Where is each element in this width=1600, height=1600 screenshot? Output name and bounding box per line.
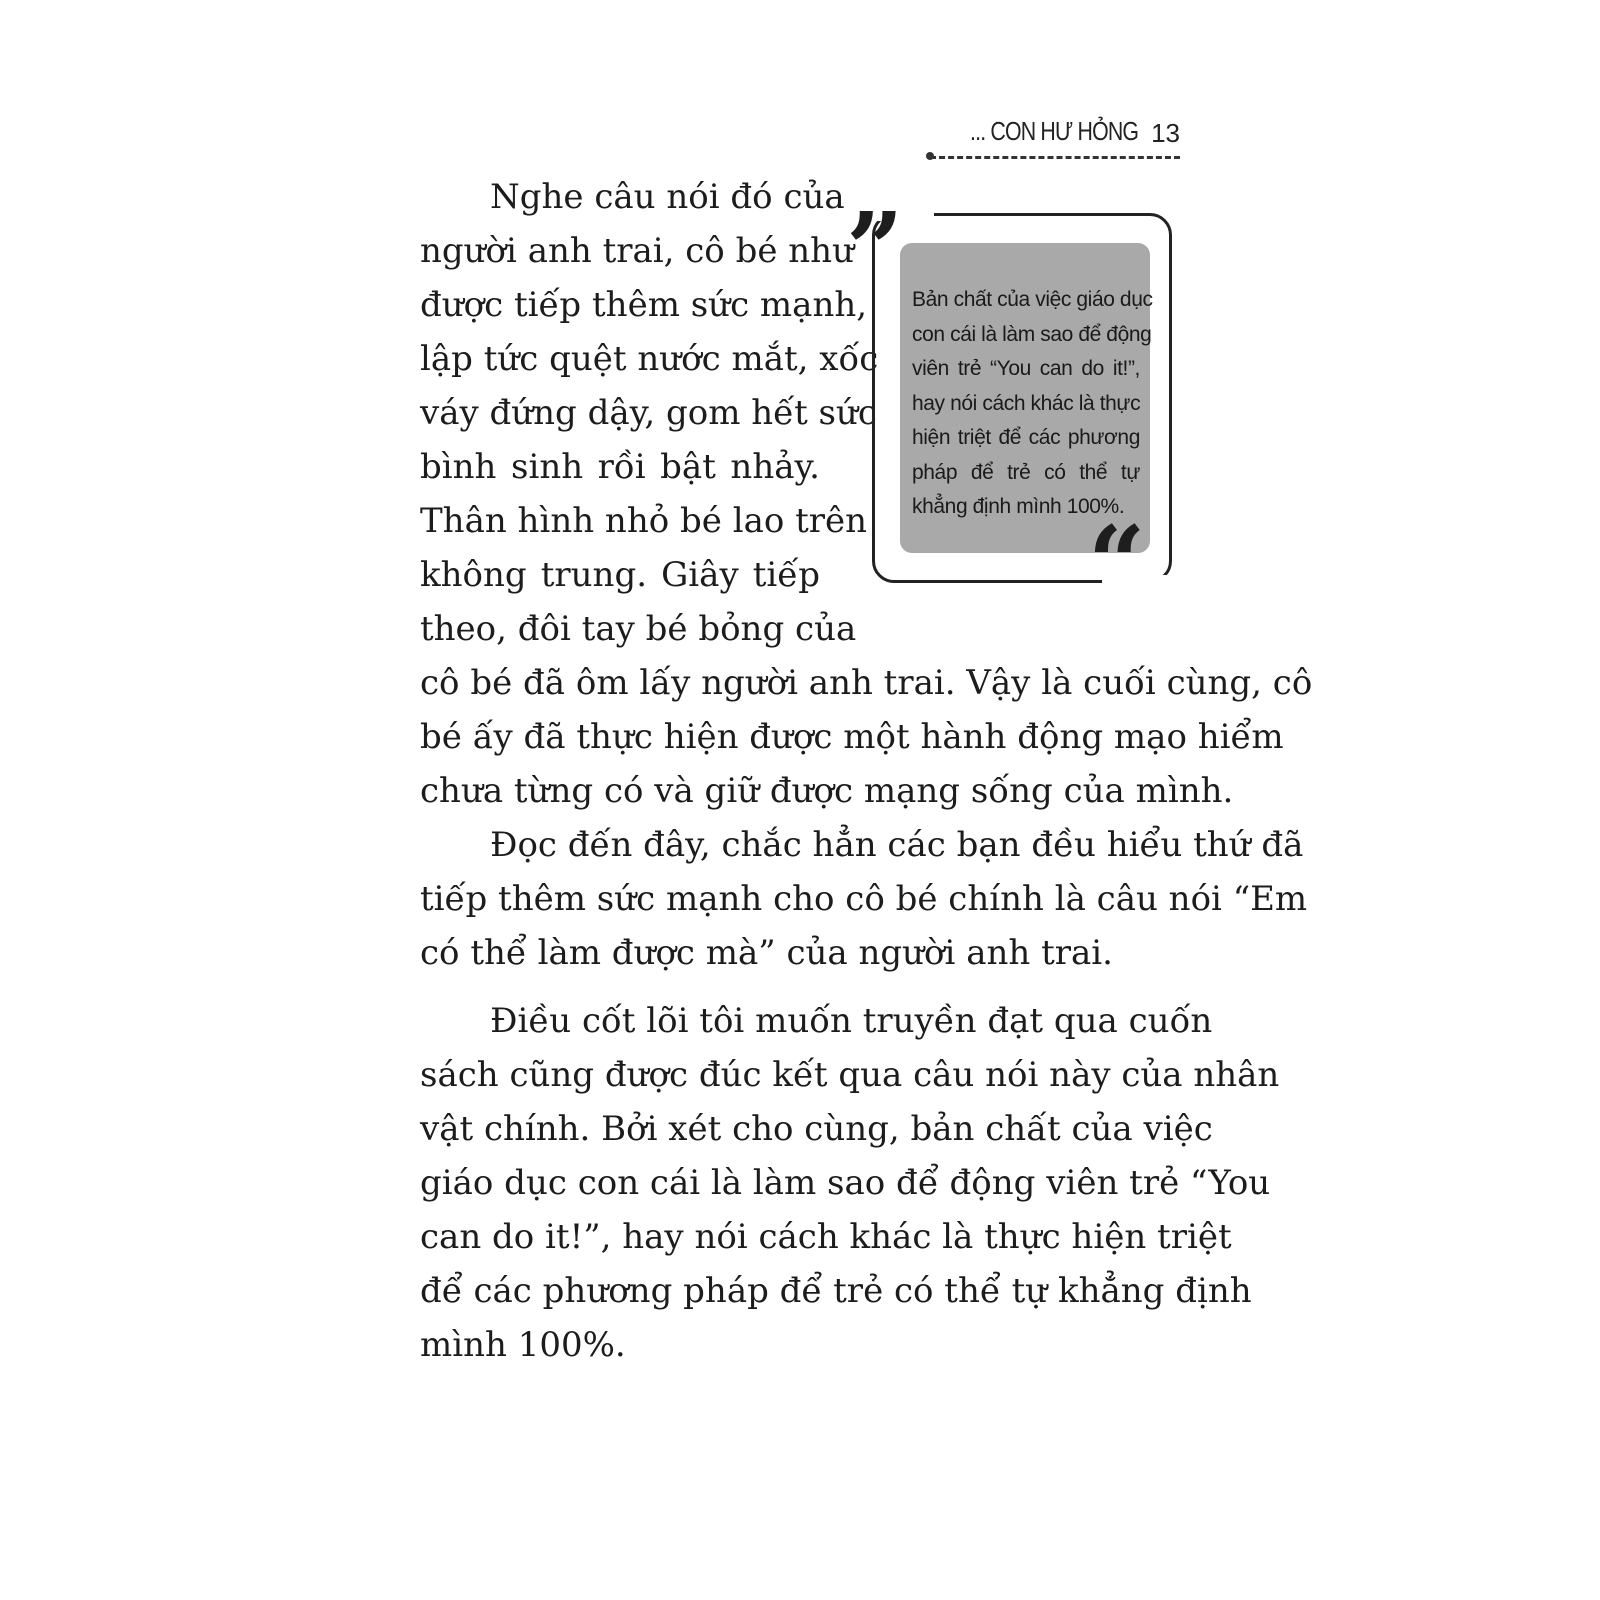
text-line: Nghe câu nói đó của bbox=[490, 177, 845, 217]
open-quote-mark-icon: ” bbox=[846, 190, 904, 308]
text-line: lập tức quệt nước mắt, xốc bbox=[420, 339, 879, 379]
text-line: mình 100%. bbox=[420, 1325, 626, 1365]
text-line: bé ấy đã thực hiện được một hành động mạo hiểm bbox=[420, 717, 1284, 757]
quote-line: Bản chất của việc giáo dục bbox=[912, 288, 1153, 311]
paragraph-1-narrow bbox=[420, 170, 879, 656]
text-line: có thể làm được mà” của người anh trai. bbox=[420, 933, 1113, 973]
text-line: bình sinh rồi bật nhảy. bbox=[420, 447, 820, 487]
text-line: được tiếp thêm sức mạnh, bbox=[420, 285, 868, 325]
quote-line: hiện triệt để các phương bbox=[912, 426, 1140, 449]
text-line: theo, đôi tay bé bỏng của bbox=[420, 609, 857, 649]
text-line: để các phương pháp để trẻ có thể tự khẳng định bbox=[420, 1271, 1252, 1311]
text-line: cô bé đã ôm lấy người anh trai. Vậy là cuối cùng, cô bbox=[420, 663, 1313, 703]
paragraph-2 bbox=[420, 818, 1308, 980]
text-line: vật chính. Bởi xét cho cùng, bản chất của việc bbox=[420, 1109, 1213, 1149]
header-dashed-rule bbox=[930, 156, 1180, 159]
quote-line: pháp để trẻ có thể tự bbox=[912, 460, 1140, 484]
text-line: giáo dục con cái là làm sao để động viên trẻ “You bbox=[420, 1163, 1271, 1203]
text-line: chưa từng có và giữ được mạng sống của mình. bbox=[420, 771, 1234, 811]
running-header bbox=[930, 110, 1180, 170]
quote-line: viên trẻ “You can do it!”, bbox=[912, 357, 1140, 380]
pull-quote bbox=[846, 190, 1182, 622]
pull-quote-text bbox=[912, 283, 1153, 525]
text-line: không trung. Giây tiếp bbox=[420, 555, 820, 595]
quote-line: hay nói cách khác là thực bbox=[912, 391, 1141, 415]
text-line: váy đứng dậy, gom hết sức bbox=[420, 393, 877, 433]
text-line: người anh trai, cô bé như bbox=[420, 231, 854, 271]
text-line: tiếp thêm sức mạnh cho cô bé chính là câu nói “Em bbox=[420, 879, 1308, 919]
page-number: 13 bbox=[1151, 118, 1180, 148]
paragraph-1-continued bbox=[420, 656, 1313, 818]
paragraph-3 bbox=[420, 994, 1280, 1372]
text-line: can do it!”, hay nói cách khác là thực hiện triệt bbox=[420, 1217, 1232, 1257]
close-quote-mark-icon: “ bbox=[1088, 504, 1146, 622]
text-line: Điều cốt lõi tôi muốn truyền đạt qua cuốn bbox=[490, 1001, 1213, 1041]
chapter-title: ... CON HƯ HỎNG bbox=[970, 116, 1139, 146]
quote-line: con cái là làm sao để động bbox=[912, 322, 1152, 346]
quote-line: khẳng định mình 100%. bbox=[912, 495, 1125, 518]
text-line: sách cũng được đúc kết qua câu nói này của nhân bbox=[420, 1055, 1280, 1095]
text-line: Thân hình nhỏ bé lao trên bbox=[420, 501, 868, 541]
text-line: Đọc đến đây, chắc hẳn các bạn đều hiểu thứ đã bbox=[490, 825, 1304, 865]
